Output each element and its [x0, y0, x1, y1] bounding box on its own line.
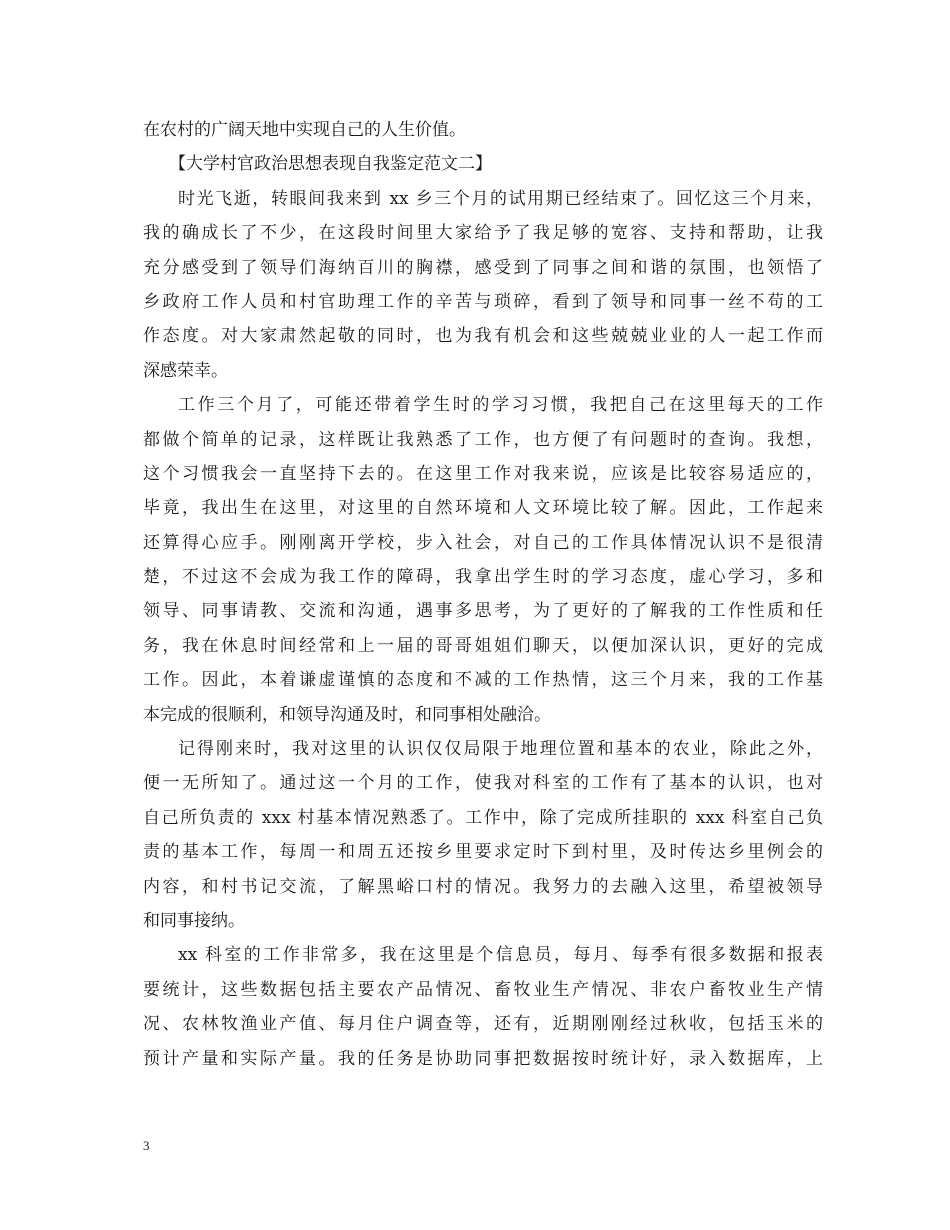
- text-line: 务，我在休息时间经常和上一届的哥哥姐姐们聊天，以便加深认识，更好的完成: [143, 635, 823, 656]
- text-line: 都做个简单的记录，这样既让我熟悉了工作，也方便了有问题时的查询。我想，: [143, 429, 823, 450]
- text-line: 充分感受到了领导们海纳百川的胸襟，感受到了同事之间和谐的氛围，也领悟了: [143, 257, 823, 278]
- text-line: 楚，不过这不会成为我工作的障碍，我拿出学生时的学习态度，虚心学习，多和: [143, 567, 823, 588]
- text-line: 内容，和村书记交流，了解黑峪口村的情况。我努力的去融入这里，希望被领导: [143, 876, 823, 897]
- text-line: 况、农林牧渔业产值、每月住户调查等，还有，近期刚刚经过秋收，包括玉米的: [143, 1014, 823, 1035]
- text-line: 我的确成长了不少，在这段时间里大家给予了我足够的宽容、支持和帮助，让我: [143, 223, 823, 244]
- text-line: 预计产量和实际产量。我的任务是协助同事把数据按时统计好，录入数据库，上: [143, 1048, 823, 1069]
- text-line: 深感荣幸。: [143, 360, 228, 381]
- text-line: 毕竟，我出生在这里，对这里的自然环境和人文环境比较了解。因此，工作起来: [143, 498, 823, 519]
- text-line: 便一无所知了。通过这一个月的工作，使我对科室的工作有了基本的认识，也对: [143, 773, 823, 794]
- text-line: 工作。因此，本着谦虚谨慎的态度和不减的工作热情，这三个月来，我的工作基: [143, 670, 823, 691]
- section-heading: 【大学村官政治思想表现自我鉴定范文二】: [169, 154, 492, 175]
- text-line: 责的基本工作，每周一和周五还按乡里要求定时下到村里，及时传达乡里例会的: [143, 842, 823, 863]
- text-line: 作态度。对大家肃然起敬的同时，也为我有机会和这些兢兢业业的人一起工作而: [143, 326, 823, 347]
- text-line: 工作三个月了，可能还带着学生时的学习习惯，我把自己在这里每天的工作: [178, 395, 823, 416]
- text-line: 要统计，这些数据包括主要农产品情况、畜牧业生产情况、非农户畜牧业生产情: [143, 979, 823, 1000]
- text-line: 还算得心应手。刚刚离开学校，步入社会，对自己的工作具体情况认识不是很清: [143, 532, 823, 553]
- text-line: 时光飞逝，转眼间我来到 xx 乡三个月的试用期已经结束了。回忆这三个月来，: [178, 188, 823, 209]
- text-line: 在农村的广阔天地中实现自己的人生价值。: [143, 120, 466, 140]
- text-line: 乡政府工作人员和村官助理工作的辛苦与琐碎，看到了领导和同事一丝不苟的工: [143, 291, 823, 312]
- text-line: 和同事接纳。: [143, 910, 245, 931]
- text-line: 领导、同事请教、交流和沟通，遇事多思考，为了更好的了解我的工作性质和任: [143, 601, 823, 622]
- document-body: [143, 113, 823, 1076]
- text-line: 这个习惯我会一直坚持下去的。在这里工作对我来说，应该是比较容易适应的，: [143, 463, 823, 484]
- text-line: xx 科室的工作非常多，我在这里是个信息员，每月、每季有很多数据和报表: [178, 945, 823, 966]
- text-line: 本完成的很顺利，和领导沟通及时，和同事相处融洽。: [143, 704, 551, 725]
- page-number: 3: [143, 1138, 150, 1153]
- text-line: 记得刚来时，我对这里的认识仅仅局限于地理位置和基本的农业，除此之外，: [178, 739, 823, 760]
- text-line: 自己所负责的 xxx 村基本情况熟悉了。工作中，除了完成所挂职的 xxx 科室自己负: [143, 807, 823, 828]
